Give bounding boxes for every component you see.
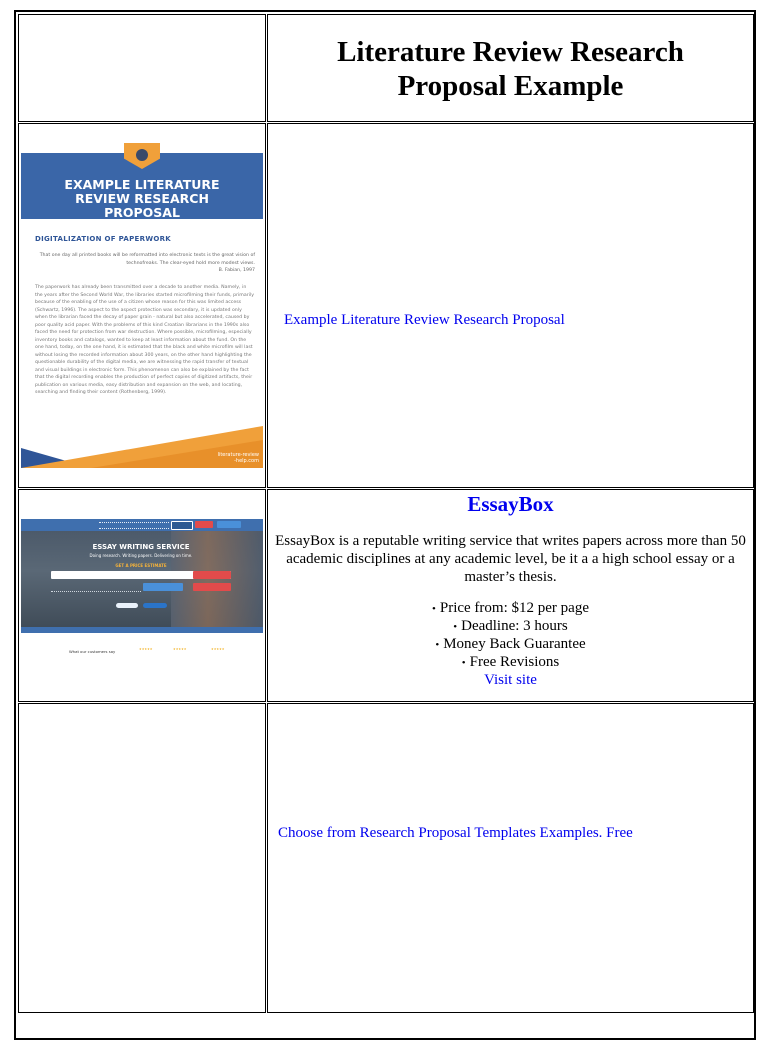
essaybox-features xyxy=(268,600,753,672)
thumbnail-strip xyxy=(21,627,263,633)
thumbnail-nav-button xyxy=(217,521,241,528)
thumbnail-quote: That one day all printed books will be reformatted into electronic texts is the great vision of technofreaks. The clear-eyed hold more modest views. B. Fabian, 1997 xyxy=(39,253,255,273)
page-title xyxy=(268,35,753,103)
thumbnail-rating: ★★★★★ xyxy=(173,647,187,651)
thumbnail-headline: ESSAY WRITING SERVICE xyxy=(92,543,190,551)
thumbnail-pill xyxy=(116,603,138,608)
feature-item: • Money Back Guarantee xyxy=(268,636,753,654)
thumbnail-rating: ★★★★★ xyxy=(211,647,225,651)
bookmark-dot-icon xyxy=(136,149,148,161)
page-title-line1: Literature Review Research xyxy=(337,36,684,68)
thumbnail-nav-items xyxy=(99,522,169,529)
empty-cell xyxy=(18,703,266,1013)
thumbnail-body-text: The paperwork has already been transmitted over a decade to another media. Namely, in the years after the Second World War, the libraries started microfilming their funds, primarily because of the enabling of the use of a citizen whose reason for this was limited access (Schwartz, 1996). The aspect to the aspect protection was secondary, it is updated only when the librarian faced the decay of paper grain - natural but also accelerated, caused by poor quality acid paper. With the problems of this kind Croatian librarians in the 1990s also faced the need for protection from war destruction. Where possible, microfilming, especially inventory books and catalogs, wanted to keep at least information about the fund. On the one hand, today, on the one hand, it is estimated that the black and white microfilm will last without losing the recorded information about 300 years, on the other hand highlighting the questionable durability of the digital media, we are witnessing the rapid transfer of textual and visual buildings in electronic form. This phenomenon can also be explained by the fact that the digital recording enables the production of perfect copies of digitized artifacts, their publication on various media, easy distribution and expansion on the web, and locating, searching and finding their content (Rothenberg, 1999). xyxy=(35,285,255,395)
essaybox-thumbnail-cell xyxy=(18,489,266,702)
thumbnail-red-button xyxy=(193,583,231,591)
feature-item: • Price from: $12 per page xyxy=(268,600,753,618)
thumbnail-order-button xyxy=(193,571,231,579)
thumbnail-nav-button xyxy=(171,521,193,530)
example-proposal-link[interactable]: Example Literature Review Research Proposal xyxy=(284,312,565,328)
thumbnail-blue-button xyxy=(143,583,183,591)
thumbnail-pill xyxy=(143,603,167,608)
feature-item: • Deadline: 3 hours xyxy=(268,618,753,636)
thumbnail-form-row xyxy=(51,584,141,592)
proposal-thumbnail[interactable] xyxy=(21,143,263,468)
page-table xyxy=(14,10,756,1040)
templates-link-cell xyxy=(267,703,754,1013)
essaybox-thumbnail[interactable] xyxy=(21,519,263,669)
proposal-thumbnail-cell xyxy=(18,123,266,488)
thumbnail-tagline: Doing research. Writing papers. Delivering on time. xyxy=(89,553,193,558)
thumbnail-price-label: GET A PRICE ESTIMATE xyxy=(115,563,167,568)
thumbnail-heading: EXAMPLE LITERATURE REVIEW RESEARCH PROPOSAL xyxy=(64,177,220,220)
essaybox-title-link[interactable]: EssayBox xyxy=(467,492,554,516)
feature-item: • Free Revisions xyxy=(268,654,753,672)
proposal-link-cell xyxy=(267,123,754,488)
page-title-line2: Proposal Example xyxy=(397,70,624,102)
essaybox-info-cell xyxy=(267,489,754,702)
thumbnail-logo: literature-review -help.com xyxy=(217,452,259,464)
thumbnail-nav-button xyxy=(195,521,213,528)
essaybox-description: EssayBox is a reputable writing service that writes papers across more than 50 academic disciplines at any academic level, be it a a high school essay or a master’s thesis. xyxy=(275,533,746,585)
title-cell xyxy=(267,14,754,122)
thumbnail-rating: ★★★★★ xyxy=(139,647,153,651)
thumbnail-customers-label: What our customers say xyxy=(69,649,116,654)
visit-site-link[interactable]: Visit site xyxy=(484,672,537,688)
research-proposal-templates-link[interactable]: Choose from Research Proposal Templates Examples. Free xyxy=(278,825,633,841)
thumbnail-subheading: DIGITALIZATION OF PAPERWORK xyxy=(35,235,172,243)
empty-cell xyxy=(18,14,266,122)
